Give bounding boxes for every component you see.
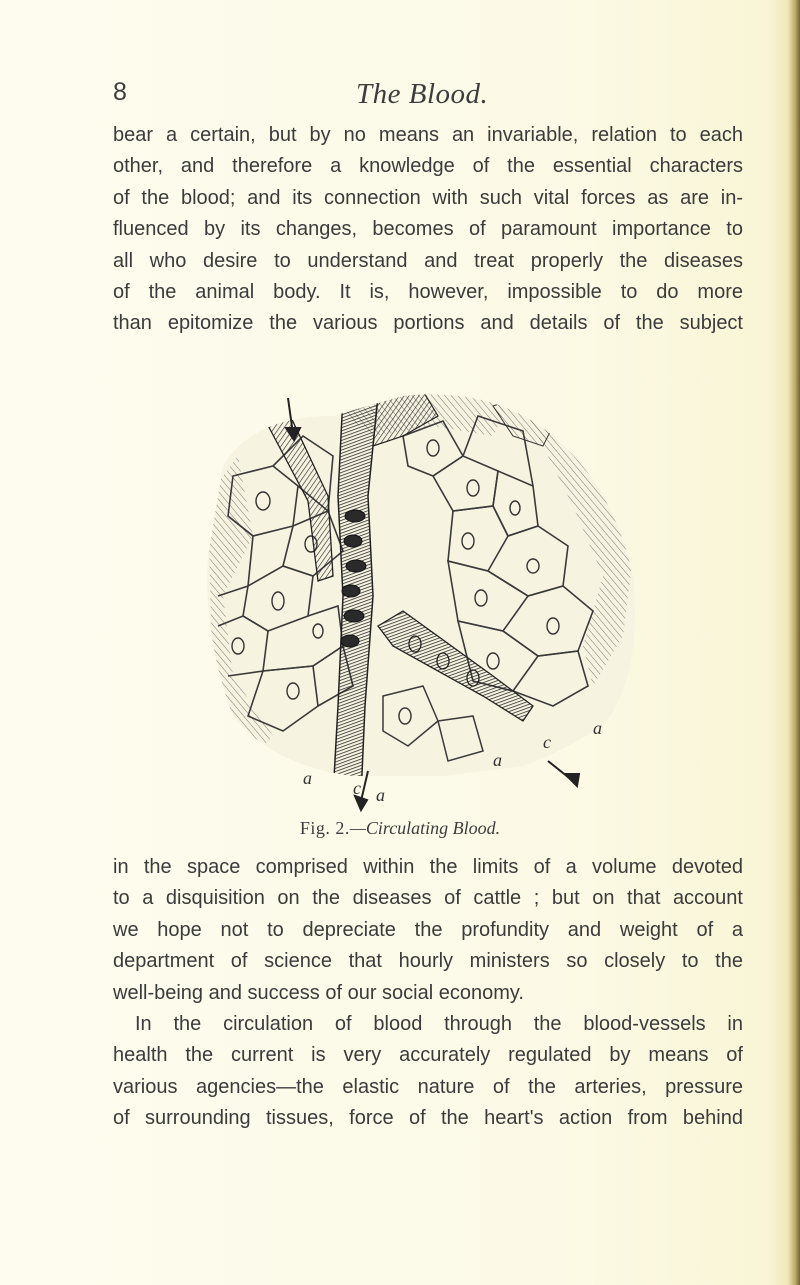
label-c-right: c	[543, 732, 551, 752]
page-header	[113, 78, 733, 118]
text-line: bear a certain, but by no means an invariable, relation to each	[113, 124, 743, 146]
text-line: department of science that hourly ministers so closely to the	[113, 950, 743, 973]
paragraph-bottom	[113, 852, 743, 1135]
text-line: of surrounding tissues, force of the heart's action from behind	[113, 1107, 743, 1130]
text-line: fluenced by its changes, becomes of paramount importance to	[113, 218, 743, 241]
label-a-center: a	[493, 750, 502, 770]
running-title: The Blood.	[356, 78, 489, 110]
label-c-bottom: c	[353, 778, 361, 798]
circulating-blood-illustration	[193, 376, 663, 816]
paragraph-top	[113, 120, 743, 340]
label-a-bottom: a	[376, 785, 385, 805]
text-line: various agencies—the elastic nature of the arteries, pressure	[113, 1075, 743, 1098]
text-line: than epitomize the various portions and details of the subject	[113, 312, 743, 335]
tissue-area	[193, 376, 663, 816]
text-line: health the current is very accurately regulated by means of	[113, 1044, 743, 1067]
text-line: of the blood; and its connection with such vital forces as are in-	[113, 186, 743, 209]
figure-caption	[0, 818, 800, 839]
figure-title: —Circulating Blood.	[349, 818, 501, 838]
text-line: well-being and success of our social economy.	[113, 981, 524, 1004]
text-line: we hope not to depreciate the profundity and weight of a	[113, 918, 743, 941]
text-line: to a disquisition on the diseases of cattle ; but on that account	[113, 887, 743, 910]
text-line: In the circulation of blood through the blood-vessels in	[135, 1013, 743, 1036]
page-number: 8	[113, 78, 127, 106]
text-line: in the space comprised within the limits of a volume devoted	[113, 856, 743, 878]
label-a-right: a	[593, 718, 602, 738]
figure-label: Fig. 2.	[299, 818, 350, 838]
text-line: all who desire to understand and treat properly the diseases	[113, 249, 743, 272]
label-a-left: a	[303, 768, 312, 788]
text-line: of the animal body. It is, however, impossible to do more	[113, 281, 743, 304]
figure-title-text: Circulating Blood.	[365, 818, 501, 838]
text-line: other, and therefore a knowledge of the essential characters	[113, 155, 743, 178]
page-edge-shadow	[788, 0, 800, 1285]
